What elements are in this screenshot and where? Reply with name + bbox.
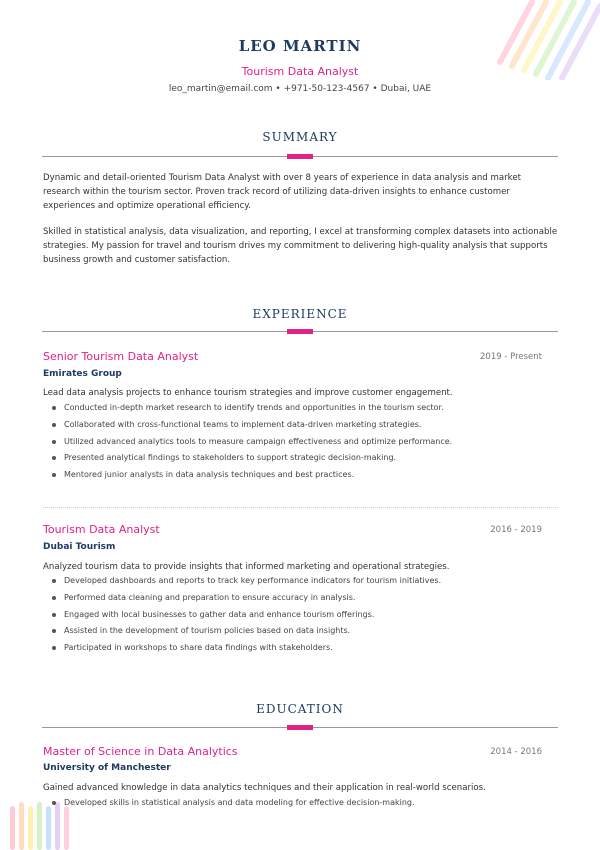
job-2-description: Analyzed tourism data to provide insights that informed marketing and operational strategies. [43,562,450,572]
job-1-bullet-list [52,402,452,486]
candidate-name: LEO MARTIN [238,37,362,55]
contact-line: leo_martin@email.com • +971-50-123-4567 • Dubai, UAE [168,84,432,94]
list-item: Assisted in the development of tourism policies based on data insights. [52,625,441,642]
job-2-bullet-list [52,575,441,659]
degree-bullet-list [52,797,415,814]
degree-description: Gained advanced knowledge in data analytics techniques and their application in real-world scenarios. [43,783,486,793]
job-2-title: Tourism Data Analyst [43,523,160,536]
job-1-dates: 2019 - Present [480,352,542,362]
bullet-icon [52,646,56,650]
bullet-icon [52,440,56,444]
list-item: Conducted in-depth market research to identify trends and opportunities in the tourism sector. [52,402,452,419]
summary-paragraph-2: Skilled in statistical analysis, data visualization, and reporting, I excel at transforming complex datasets into actionable strategies. My passion for travel and tourism drives my commitment to delivering high-quality analysis that supports business growth and customer satisfaction. [43,227,558,265]
list-item: Collaborated with cross-functional teams to implement data-driven marketing strategies. [52,419,452,436]
bullet-icon [52,579,56,583]
bullet-icon [52,613,56,617]
experience-divider-accent [287,329,313,334]
bullet-icon [52,423,56,427]
bullet-icon [52,801,56,805]
list-item: Participated in workshops to share data findings with stakeholders. [52,642,441,659]
list-item: Developed dashboards and reports to track key performance indicators for tourism initiatives. [52,575,441,592]
summary-paragraph-1: Dynamic and detail-oriented Tourism Data Analyst with over 8 years of experience in data analysis and market research within the tourism sector. Proven track record of utilizing data-driven insights to enhance customer experiences and optimize operational efficiency. [43,173,521,211]
job-title-headline: Tourism Data Analyst [241,65,359,78]
degree-dates: 2014 - 2016 [490,747,542,757]
job-2-company: Dubai Tourism [43,542,116,552]
education-heading: EDUCATION [256,702,344,716]
institution-name: University of Manchester [43,763,171,773]
summary-heading: SUMMARY [262,130,338,144]
list-item: Presented analytical findings to stakeholders to support strategic decision-making. [52,452,452,469]
summary-divider-accent [287,154,313,159]
bullet-icon [52,406,56,410]
bullet-icon [52,456,56,460]
list-item: Performed data cleaning and preparation to ensure accuracy in analysis. [52,592,441,609]
job-1-company: Emirates Group [43,369,122,379]
list-item: Developed skills in statistical analysis and data modeling for effective decision-making. [52,797,415,814]
job-2-dates: 2016 - 2019 [490,525,542,535]
job-1-title: Senior Tourism Data Analyst [43,350,199,363]
list-item: Engaged with local businesses to gather data and enhance tourism offerings. [52,609,441,626]
bullet-icon [52,473,56,477]
degree-title: Master of Science in Data Analytics [43,745,238,758]
bullet-icon [52,629,56,633]
job-1-description: Lead data analysis projects to enhance tourism strategies and improve customer engagement. [43,388,453,398]
education-divider-accent [287,725,313,730]
bullet-icon [52,596,56,600]
list-item: Utilized advanced analytics tools to measure campaign effectiveness and optimize performance. [52,436,452,453]
job-separator [43,507,558,508]
experience-heading: EXPERIENCE [252,307,348,321]
list-item: Mentored junior analysts in data analysis techniques and best practices. [52,469,452,486]
